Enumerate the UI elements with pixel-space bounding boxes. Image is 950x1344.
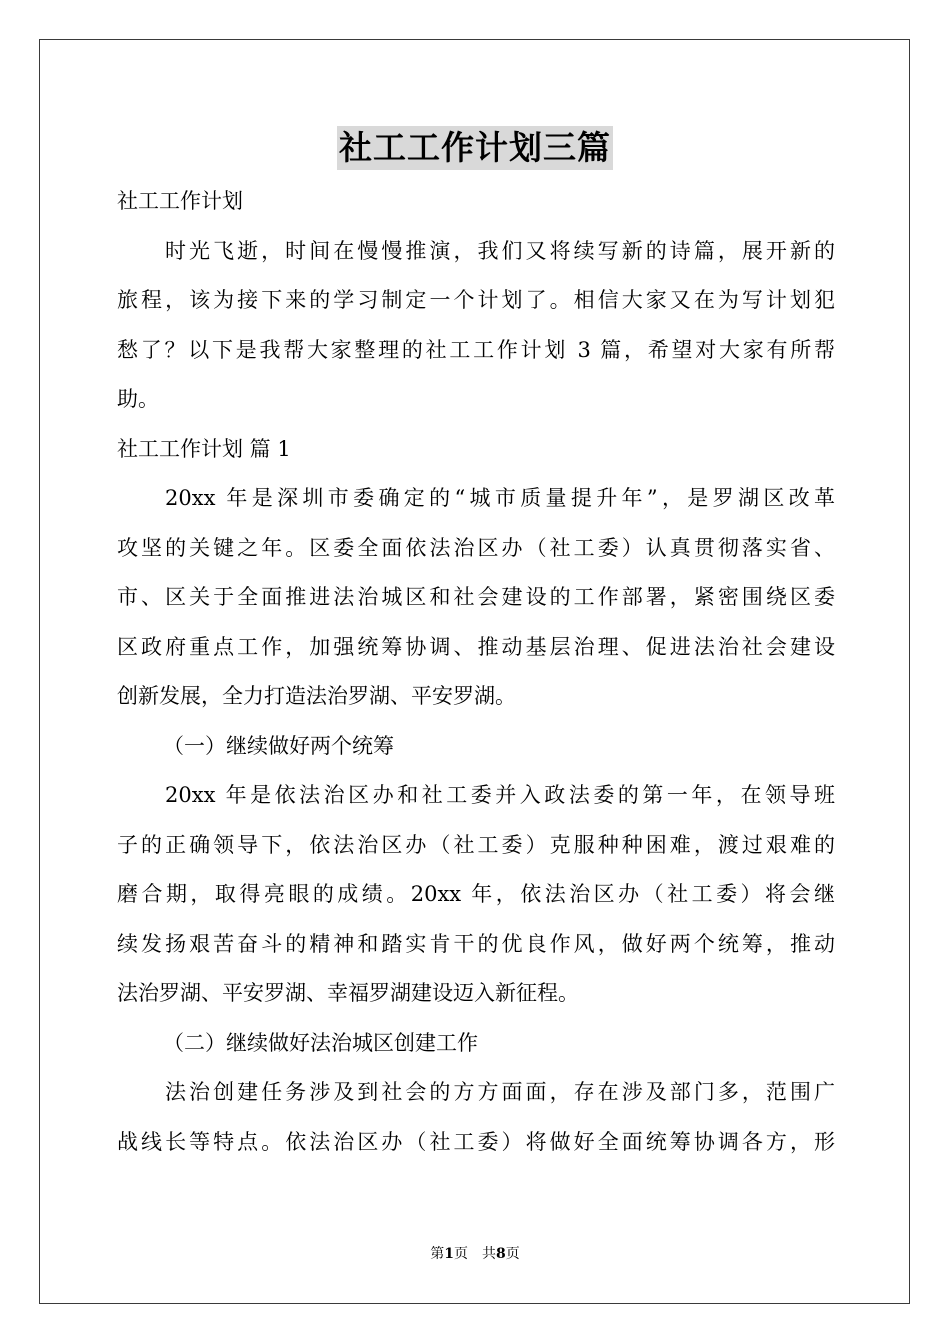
- paragraph-line: 攻坚的关键之年。区委全面依法治区办（社工委）认真贯彻落实省、: [117, 535, 835, 560]
- paragraph-line: 市、区关于全面推进法治城区和社会建设的工作部署，紧密围绕区委: [117, 585, 835, 609]
- paragraph-line: 时光飞逝，时间在慢慢推演，我们又将续写新的诗篇，展开新的: [165, 238, 835, 263]
- subsection-heading: （一）继续做好两个统筹: [163, 733, 394, 758]
- footer-prefix: 第: [430, 1246, 445, 1262]
- paragraph-line: 助。: [117, 387, 159, 411]
- paragraph-line: 续发扬艰苦奋斗的精神和踏实肯干的优良作风，做好两个统筹，推动: [117, 931, 835, 956]
- paragraph-line: 子的正确领导下，依法治区办（社工委）克服种种困难，渡过艰难的: [117, 832, 835, 857]
- section-heading: 社工工作计划: [117, 189, 243, 213]
- paragraph-line: 20xx 年是深圳市委确定的“城市质量提升年”，是罗湖区改革: [165, 486, 835, 510]
- subsection-heading: （二）继续做好法治城区创建工作: [163, 1030, 478, 1055]
- title-container: [0, 126, 950, 170]
- page-footer: [0, 1245, 950, 1263]
- paragraph-line: 磨合期，取得亮眼的成绩。20xx 年，依法治区办（社工委）将会继: [117, 882, 835, 906]
- paragraph-line: 旅程，该为接下来的学习制定一个计划了。相信大家又在为写计划犯: [117, 288, 835, 312]
- paragraph-line: 战线长等特点。依法治区办（社工委）将做好全面统筹协调各方，形: [117, 1129, 835, 1154]
- paragraph-line: 法治创建任务涉及到社会的方方面面，存在涉及部门多，范围广: [165, 1080, 835, 1104]
- section-heading: 社工工作计划 篇 1: [117, 436, 291, 461]
- current-page-number: 1: [444, 1246, 454, 1262]
- paragraph-line: 区政府重点工作，加强统筹协调、推动基层治理、促进法治社会建设: [117, 634, 835, 659]
- total-page-count: 8: [496, 1246, 506, 1262]
- document-title: 社工工作计划三篇: [337, 126, 613, 170]
- paragraph-line: 法治罗湖、平安罗湖、幸福罗湖建设迈入新征程。: [117, 981, 579, 1005]
- document-body: [117, 177, 835, 1167]
- footer-suffix: 页: [505, 1246, 520, 1262]
- footer-middle: 页 共: [454, 1246, 496, 1262]
- paragraph-line: 创新发展，全力打造法治罗湖、平安罗湖。: [117, 684, 516, 708]
- paragraph-line: 愁了？以下是我帮大家整理的社工工作计划 3 篇，希望对大家有所帮: [117, 337, 835, 362]
- paragraph-line: 20xx 年是依法治区办和社工委并入政法委的第一年，在领导班: [165, 783, 835, 807]
